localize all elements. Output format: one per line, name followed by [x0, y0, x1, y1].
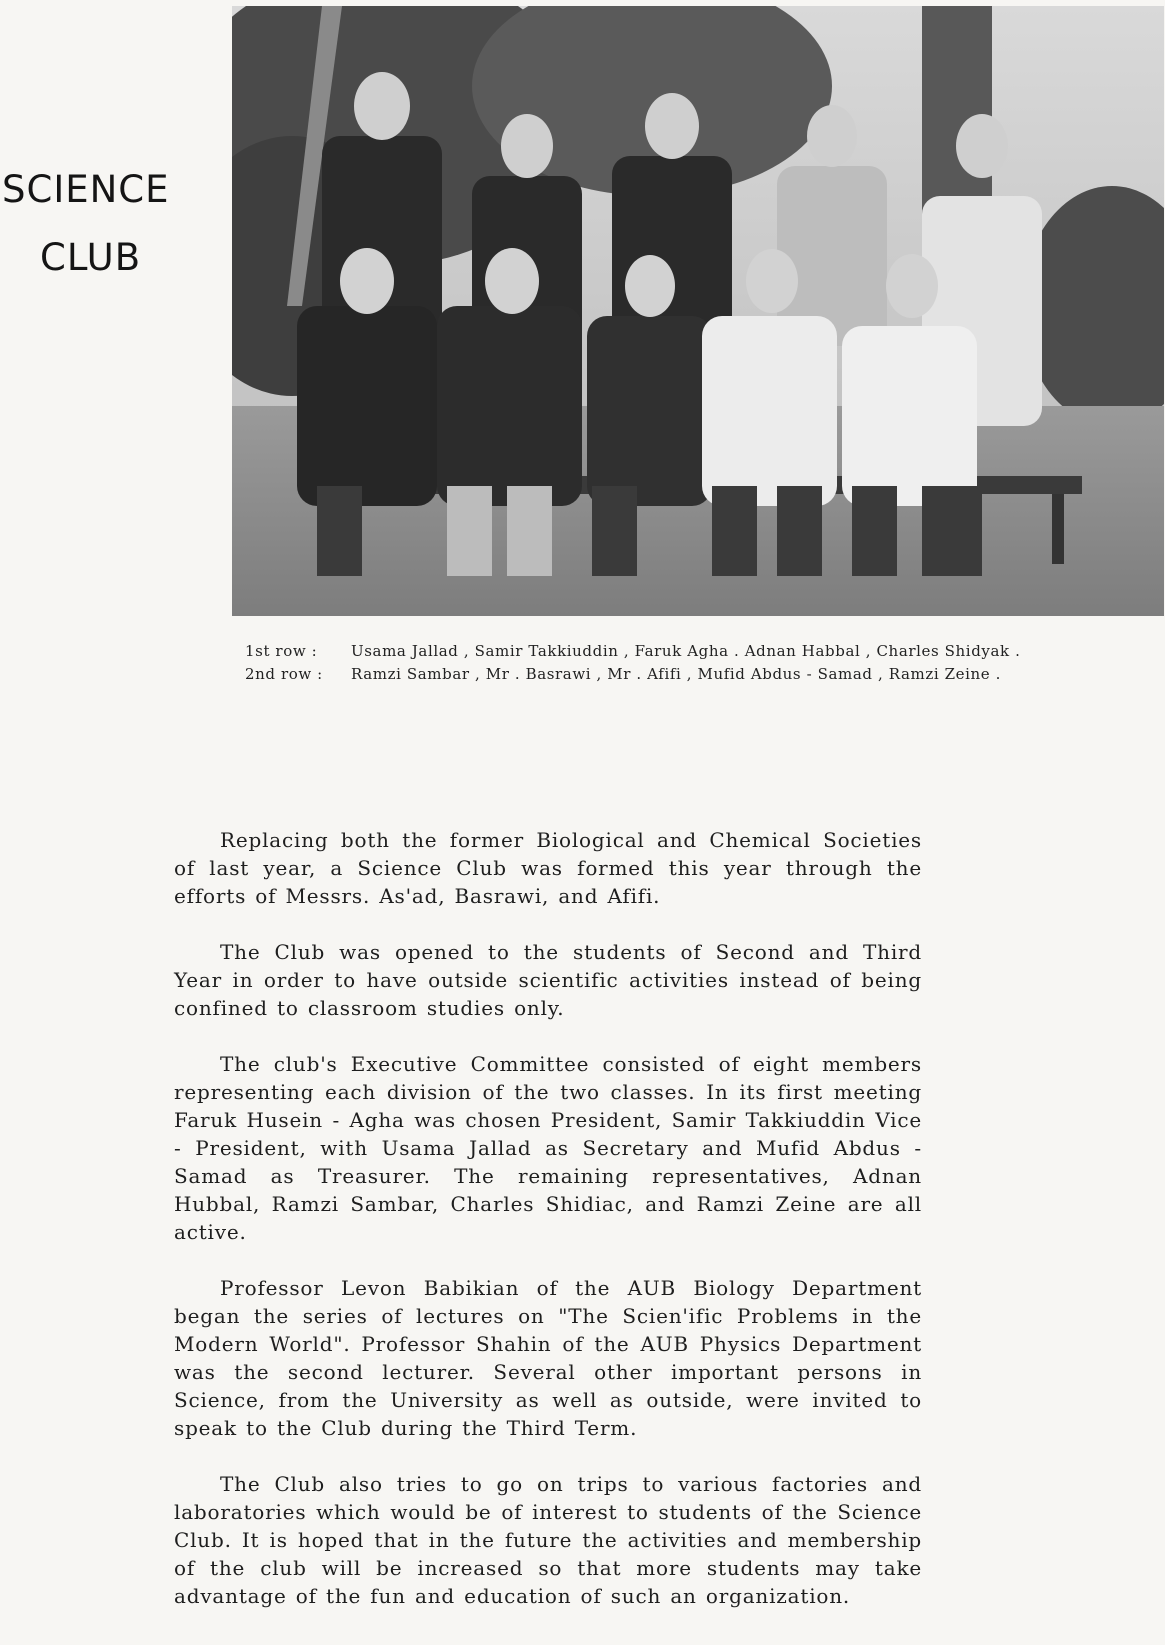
- article-body: [174, 826, 922, 1638]
- paragraph: The Club also tries to go on trips to various factories and laboratories which would be of interest to students of the Science Club. It is hoped that in the future the activities and membership of the club will be increased so that more students may take advantage of the fun and education of such an organization.: [174, 1472, 922, 1608]
- photo-caption: [245, 640, 1145, 686]
- caption-row-1-names: Usama Jallad , Samir Takkiuddin , Faruk Agha . Adnan Habbal , Charles Shidyak .: [351, 642, 1021, 660]
- group-photo: [232, 6, 1164, 616]
- page-title: [2, 160, 170, 288]
- title-line-science: SCIENCE: [2, 168, 170, 211]
- caption-row-1: [245, 640, 1145, 663]
- paragraph: The Club was opened to the students of Second and Third Year in order to have outside scientific activities instead of being confined to classroom studies only.: [174, 940, 922, 1020]
- caption-row-2: [245, 663, 1145, 686]
- paragraph: Professor Levon Babikian of the AUB Biology Department began the series of lectures on "The Scien'ific Problems in the Modern World". Professor Shahin of the AUB Physics Department was the second lecturer. Several other important persons in Science, from the University as well as outside, were invited to speak to the Club during the Third Term.: [174, 1276, 922, 1440]
- caption-row-2-names: Ramzi Sambar , Mr . Basrawi , Mr . Afifi , Mufid Abdus - Samad , Ramzi Zeine .: [351, 665, 1001, 683]
- group-photo-illustration: [232, 6, 1164, 616]
- paragraph: Replacing both the former Biological and Chemical Societies of last year, a Science Club was formed this year through the efforts of Messrs. As'ad, Basrawi, and Afifi.: [174, 828, 922, 908]
- caption-row-1-label: 1st row :: [245, 642, 318, 660]
- title-line-club: CLUB: [40, 236, 142, 279]
- paragraph: The club's Executive Committee consisted of eight members representing each division of the two classes. In its first meeting Faruk Husein - Agha was chosen President, Samir Takkiuddin Vice - President, with Usama Jallad as Secretary and Mufid Abdus - Samad as Treasurer. The remaining representatives, Adnan Hubbal, Ramzi Sambar, Charles Shidiac, and Ramzi Zeine are all active.: [174, 1052, 922, 1244]
- caption-row-2-label: 2nd row :: [245, 665, 323, 683]
